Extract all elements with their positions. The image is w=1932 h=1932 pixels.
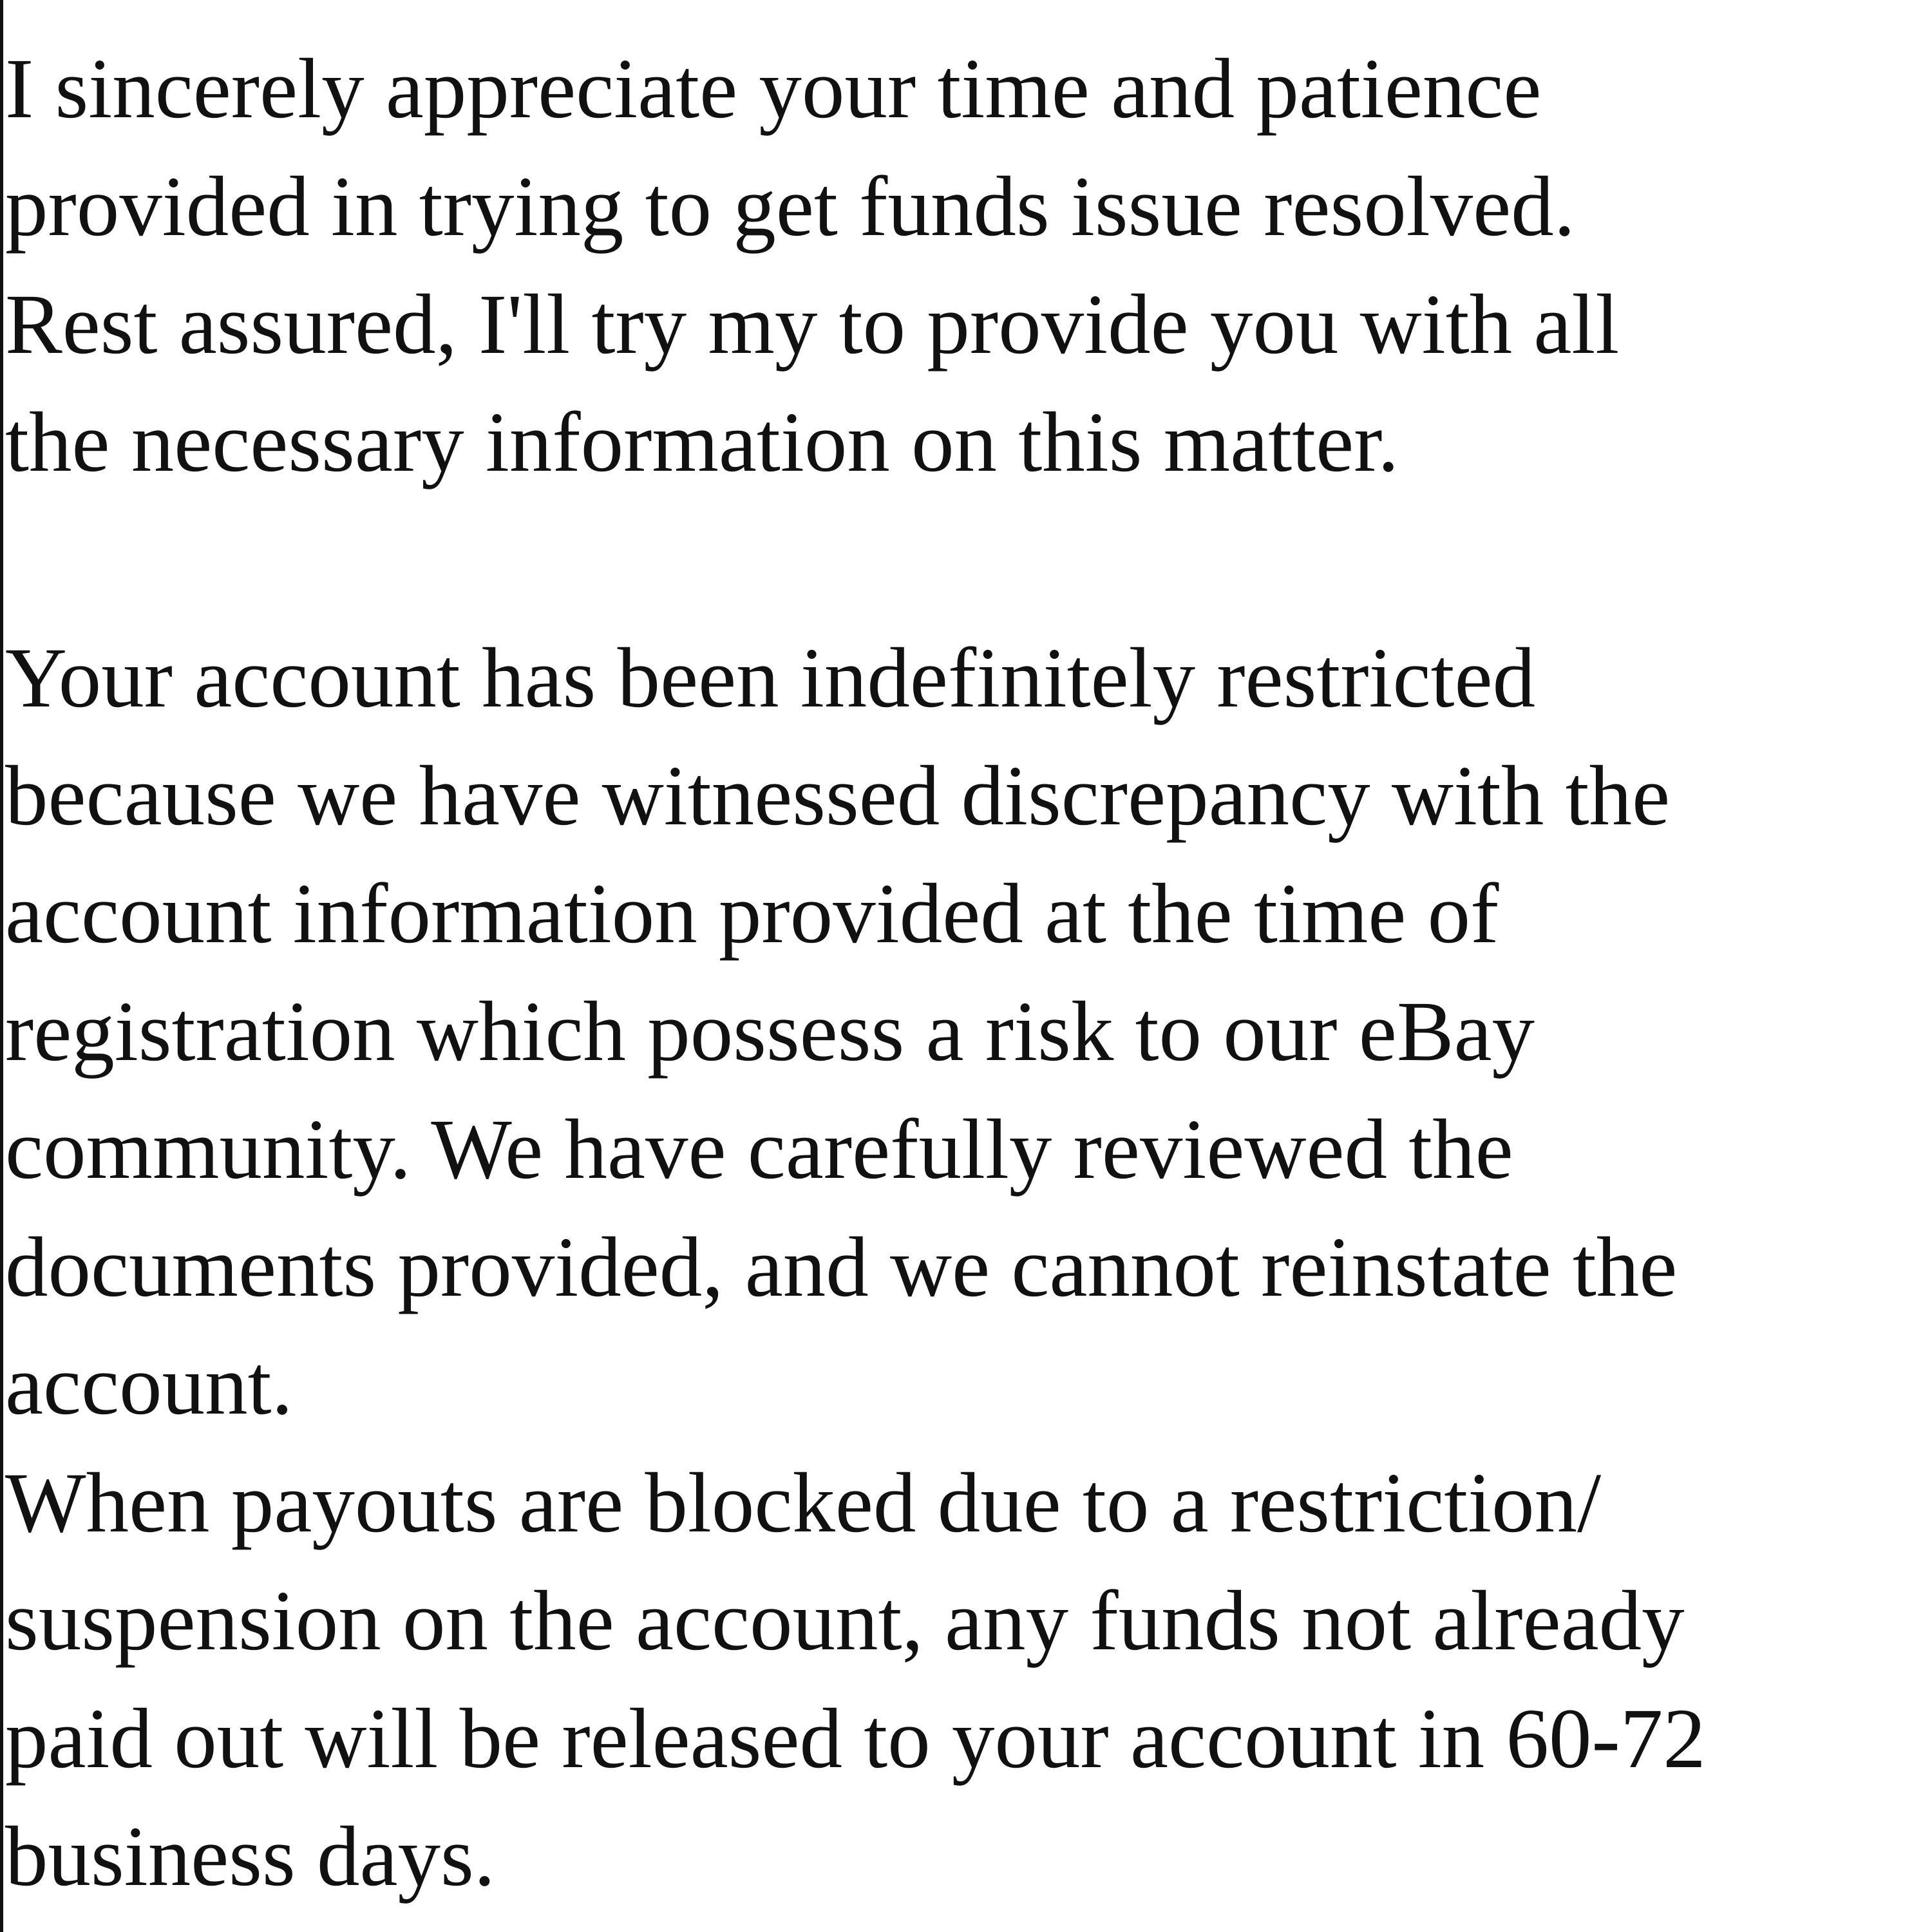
text-line: community. We have carefully reviewed the [5,1101,1513,1197]
text-line: Your account has been indefinitely restricted [5,630,1536,725]
message-body [5,30,1931,1915]
text-line: because we have witnessed discrepancy with the [5,748,1671,843]
text-line: business days. [5,1808,496,1904]
text-line: provided in trying to get funds issue resolved. [5,158,1575,254]
text-line: When payouts are blocked due to a restriction/ [5,1455,1602,1550]
left-border-line [0,0,3,1932]
text-line: suspension on the account, any funds not already [5,1573,1685,1668]
text-line: Rest assured, I'll try my to provide you with all [5,276,1620,372]
text-line: paid out will be released to your account in 60-72 [5,1690,1706,1786]
paragraph-spacer [5,501,1931,619]
paragraph-restriction [5,619,1931,1444]
text-line: registration which possess a risk to our eBay [5,983,1535,1079]
text-line: I sincerely appreciate your time and patience [5,41,1542,136]
paragraph-payouts [5,1444,1931,1915]
text-line: the necessary information on this matter. [5,394,1399,489]
text-line: account information provided at the time of [5,866,1499,961]
text-line: account. [5,1337,293,1432]
paragraph-appreciation [5,30,1931,501]
text-line: documents provided, and we cannot reinstate the [5,1219,1678,1314]
